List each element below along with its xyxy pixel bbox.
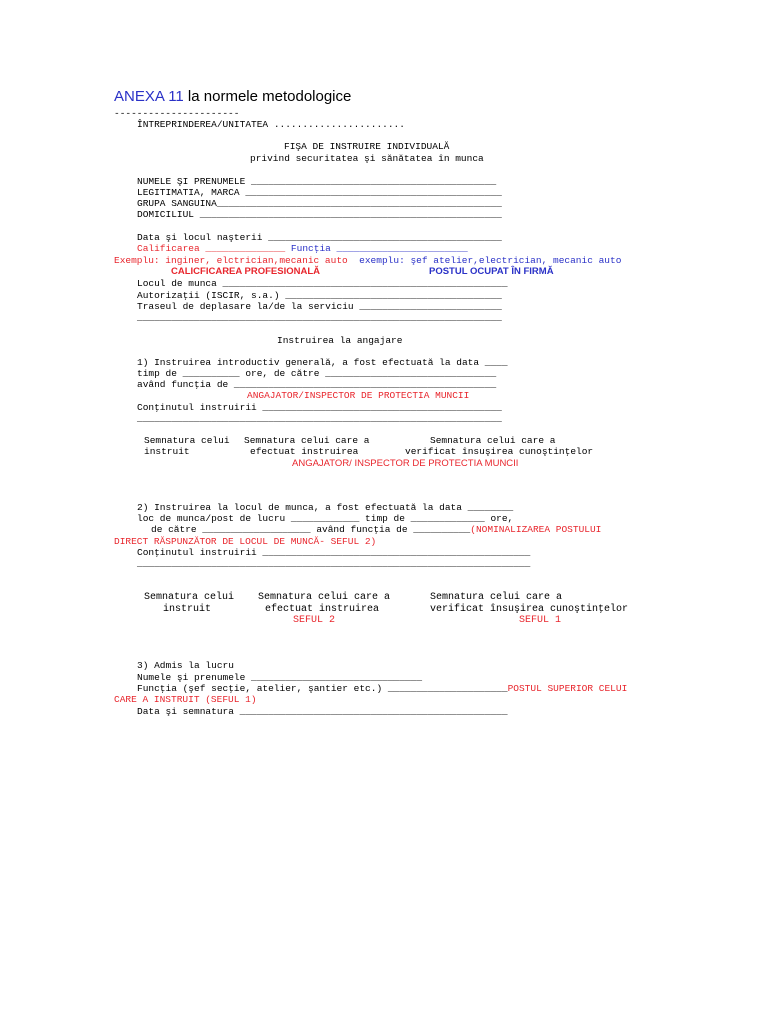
- signature-trainee-label: Semnatura celui: [144, 435, 230, 446]
- induction-content-field: Conţinutul instruirii __________________________________________: [137, 402, 502, 413]
- qualification-example: Exemplu: inginer, elctrician,mecanic auto: [114, 255, 348, 266]
- induction-time-line: timp de __________ ore, de către ______________________________: [137, 368, 497, 379]
- signature-role-hint: ANGAJATOR/ INSPECTOR DE PROTECTIA MUNCII: [292, 458, 519, 469]
- document-subtitle: privind securitatea şi sănătatea în munca: [250, 153, 484, 164]
- signature-trainer-label-2: efectuat instruirea: [265, 604, 380, 615]
- signature-verifier-label: Semnatura celui care a: [430, 435, 556, 446]
- document-title: FIŞA DE INSTRUIRE INDIVIDUALĂ: [284, 141, 450, 152]
- annex-title-rest: la normele metodologice: [183, 88, 352, 105]
- function-label: Funcţia _______________________: [285, 243, 468, 254]
- signature-trainee-label: Semnatura celui: [144, 592, 235, 603]
- signature-trainer-label: Semnatura celui care a: [258, 592, 391, 603]
- signature-trainee-label-2: instruit: [144, 446, 190, 457]
- chief-2-hint: SEFUL 2: [293, 615, 336, 626]
- workplace-trainer-field: de către ___________________ având funcţia de __________: [151, 524, 471, 535]
- date-signature-field: Data şi semnatura _______________________________________________: [137, 706, 508, 717]
- job-position-hint: POSTUL OCUPAT ÎN FIRMĂ: [429, 266, 554, 277]
- workplace-trainer-line: [151, 524, 601, 536]
- qualification-line: [137, 243, 468, 255]
- professional-qualification-hint: CALICFICAREA PROFESIONALĂ: [171, 266, 321, 277]
- workplace-post-line: loc de munca/post de lucru ____________ timp de _____________ ore,: [137, 513, 514, 524]
- blood-type-field: GRUPA SANGUINA__________________________________________________: [137, 198, 502, 209]
- blank-line: ________________________________________________________________: [137, 312, 502, 323]
- title-dash-line: ----------------------: [114, 108, 240, 119]
- signature-trainer-label: Semnatura celui care a: [244, 435, 370, 446]
- induction-training-line: 1) Instruirea introductiv generală, a fost efectuată la data ____: [137, 357, 508, 368]
- signature-verifier-label-2: verificat însuşirea cunoştinţelor: [405, 446, 594, 457]
- address-field: DOMICILIUL _____________________________________________________: [137, 209, 502, 220]
- induction-role-hint: ANGAJATOR/INSPECTOR DE PROTECTIA MUNCII: [247, 390, 470, 401]
- birth-field: Data şi locul naşterii _________________________________________: [137, 232, 502, 243]
- admitted-function-field: Funcţia (şef secţie, atelier, şantier etc.) _____________________: [137, 683, 508, 694]
- blank-line: ________________________________________________________________: [137, 413, 502, 424]
- id-card-field: LEGITIMATIA, MARCA _____________________________________________: [137, 187, 502, 198]
- annex-number: ANEXA 11: [114, 88, 184, 105]
- company-line: ÎNTREPRINDEREA/UNITATEA .......................: [137, 119, 405, 130]
- blank-line: _____________________________________________________________________: [137, 558, 531, 569]
- admitted-name-field: Numele şi prenumele ______________________________: [137, 672, 423, 683]
- admitted-heading: 3) Admis la lucru: [137, 660, 234, 671]
- signature-verifier-label: Semnatura celui care a: [430, 592, 563, 603]
- workplace-post-hint-2: DIRECT RĂSPUNZĂTOR DE LOCUL DE MUNCĂ- SEFUL 2): [114, 536, 377, 547]
- chief-1-hint: SEFUL 1: [519, 615, 562, 626]
- workplace-training-line: 2) Instruirea la locul de munca, a fost efectuată la data ________: [137, 502, 514, 513]
- annex-title: [114, 88, 351, 106]
- function-example: exemplu: şef atelier,electrician, mecanic auto: [359, 255, 622, 266]
- workplace-content-field: Conţinutul instruirii _______________________________________________: [137, 547, 531, 558]
- superior-post-hint-2: CARE A INSTRUIT (SEFUL 1): [114, 694, 257, 705]
- commute-route-field: Traseul de deplasare la/de la serviciu _________________________: [137, 301, 502, 312]
- signature-trainee-label-2: instruit: [163, 604, 212, 615]
- signature-trainer-label-2: efectuat instruirea: [250, 446, 359, 457]
- signature-verifier-label-2: verificat însuşirea cunoştinţelor: [430, 604, 629, 615]
- hiring-training-heading: Instruirea la angajare: [277, 335, 403, 346]
- induction-function-line: având funcţia de ______________________________________________: [137, 379, 497, 390]
- workplace-post-hint: (NOMINALIZAREA POSTULUI: [470, 524, 602, 535]
- qualification-field: Calificarea ______________: [137, 243, 286, 254]
- superior-post-hint: POSTUL SUPERIOR CELUI: [507, 683, 628, 694]
- authorizations-field: Autorizaţii (ISCIR, s.a.) ______________________________________: [137, 290, 502, 301]
- workplace-field: Locul de munca __________________________________________________: [137, 278, 508, 289]
- name-field: NUMELE ŞI PRENUMELE ___________________________________________: [137, 176, 497, 187]
